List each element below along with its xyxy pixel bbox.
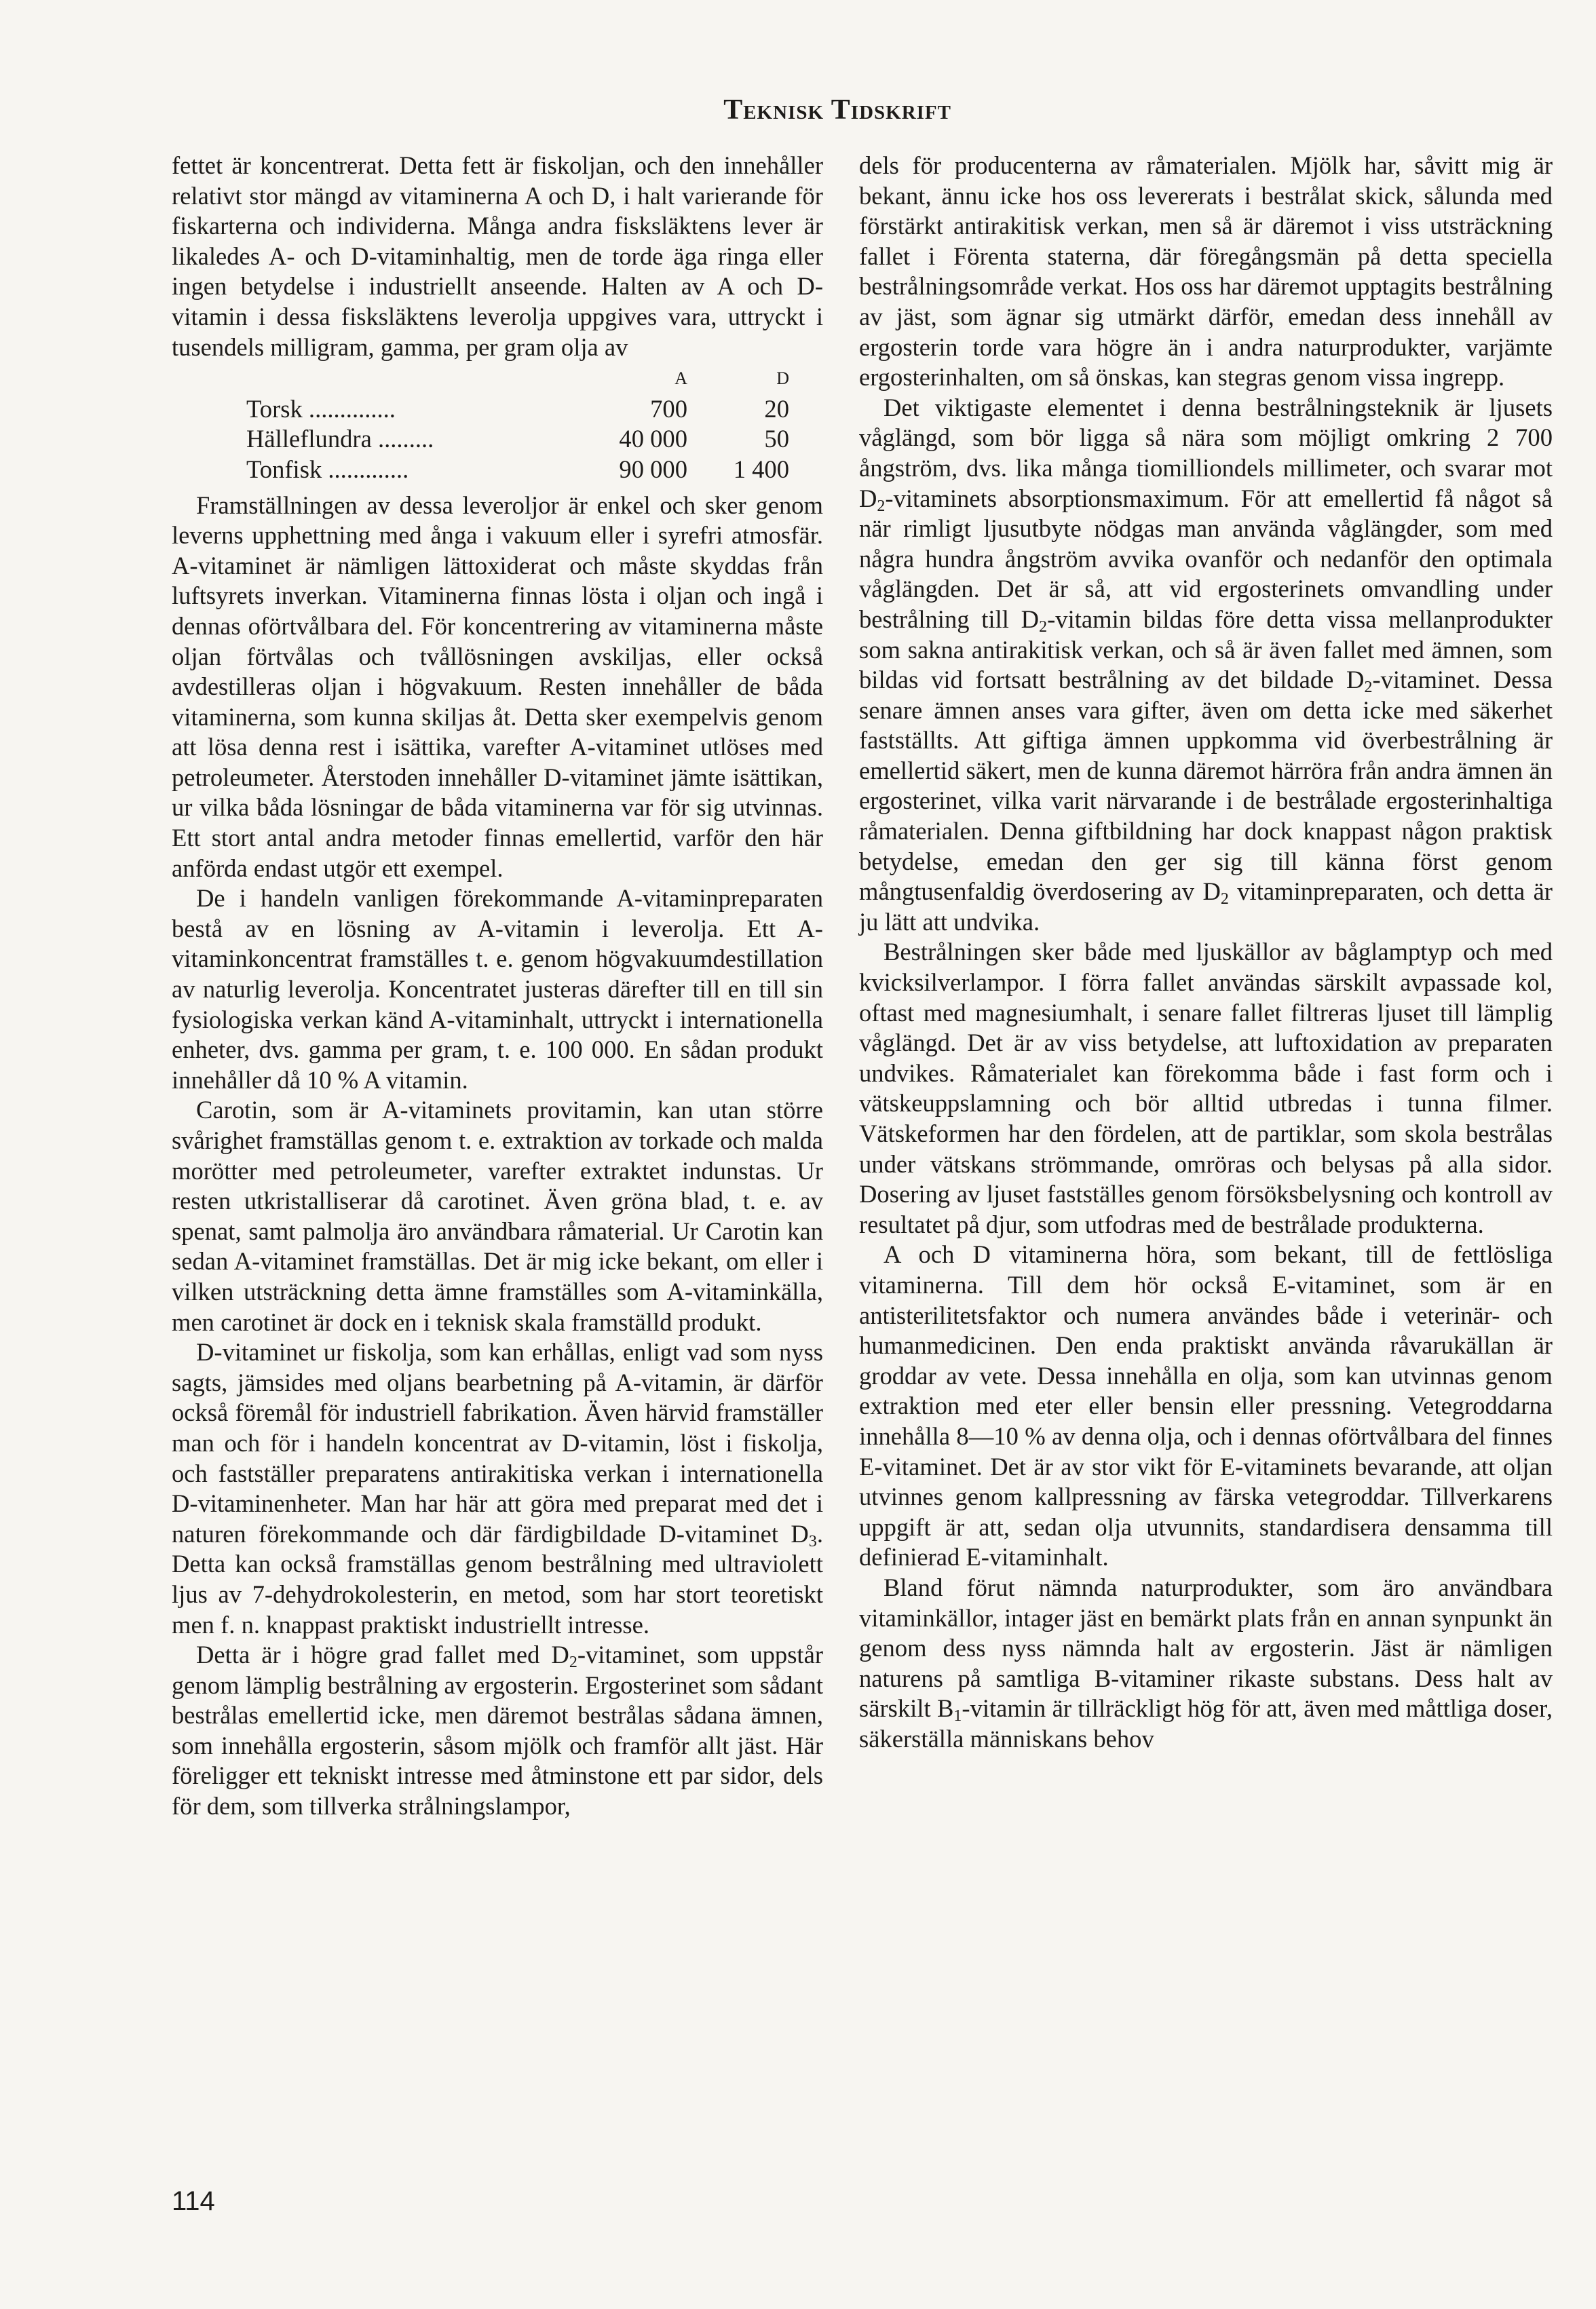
subscript: 3 [808,1532,817,1550]
table-row [246,394,789,425]
vitamin-content-table [246,364,789,484]
a-value: 90 000 [619,455,687,483]
table-row [246,424,789,455]
fish-name: Torsk .............. [246,394,396,423]
text-run: -vitamin bildas före detta vissa mellanprodukter som sakna antirakitisk verkan, och så är även fallet med ämnen, som bildas vid fortsatt bestrålning av det bildade D [859,605,1553,694]
paragraph: fettet är koncentrerat. Detta fett är fiskoljan, och den innehåller relativt stor mängd av vitaminerna A och D, i halt varierande för fiskarterna och individerna. Många andra fisksläktens lever är likaledes A- och D-vitaminhaltig, men de torde äga ringa eller ingen betydelse i industriellt anseende. Halten av A och D-vitamin i dessa fisksläktens leverolja uppgives vara, uttryckt i tusendels milligram, gamma, per gram olja av [172,151,823,361]
text-run: vitaminpreparaten, och detta är ju lätt att undvika. [859,877,1553,936]
paragraph: Framställningen av dessa leveroljor är enkel och sker genom leverns upphettning med ånga i vakuum eller i syrefri atmosfär. A-vitaminet är nämligen lättoxiderat och måste skyddas från luftsyrets inverkan. Vitaminerna finnas lösta i oljan och ingå i dennas oförtvålbara del. För koncentrering av vitaminerna måste oljan förtvålas och tvållösningen avskiljas, eller också avdestilleras oljan i högvakuum. Resten innehåller de båda vitaminerna, som kunna skiljas åt. Detta sker exempelvis genom att lösa denna rest i isättika, varefter A-vitaminet utlöses med petroleumeter. Återstoden innehåller D-vitaminet jämte isättikan, ur vilka båda lösningar de båda vitaminerna var för sig utvinnas. Ett stort antal andra metoder finnas emellertid, varför den här anförda endast utgör ett exempel. [172,491,823,882]
fish-name: Tonfisk ............. [246,455,409,483]
paragraph: Bestrålningen sker både med ljuskällor av båglamptyp och med kvicksilverlampor. I förra fallet användas särskilt avpassade kol, oftast med magnesiumhalt, i senare fallet filtreras ljuset till lämplig våglängd. Det är av viss betydelse, att luftoxidation av preparaten undvikes. Råmaterialet kan förekomma både i fast form och i vätskeuppslamning och bör alltid utbredas i tunna filmer. Vätskeformen har den fördelen, att de partiklar, som skola bestrålas under vätskans strömmande, omröras och belysas på alla sidor. Dosering av ljuset fastställes genom försöksbelysning och kontroll av resultatet på djur, som utfodras med de bestrålade produkterna. [859,938,1553,1238]
subscript: 1 [953,1707,962,1725]
paragraph [172,1640,823,1822]
page-number: 114 [172,2186,215,2216]
d-value: 20 [764,394,789,423]
text-run: Det viktigaste elementet i denna bestrålningsteknik är ljusets våglängd, som bör ligga så nära som möjligt omkring 2 700 ångström, dvs. lika många tiomilliondels millimeter, och svarar mot D [859,393,1553,512]
left-column [172,151,823,1822]
subscript: 2 [1039,617,1048,636]
subscript: 2 [569,1654,577,1672]
table-header-d: D [776,368,789,389]
paragraph: De i handeln vanligen förekommande A-vitaminpreparaten bestå av en lösning av A-vitamin i leverolja. Ett A-vitaminkoncentrat framställes t. e. genom högvakuumdestillation av naturlig leverolja. Koncentratet justeras därefter till en till sin fysiologiska verkan känd A-vitaminhalt, uttryckt i internationella enheter, dvs. gamma per gram, t. e. 100 000. En sådan produkt innehåller då 10 % A vitamin. [172,884,823,1094]
text-run: -vitaminet, som uppstår genom lämplig bestrålning av ergosterin. Ergosterinet som sådant bestrålas emellertid icke, men däremot bestrålas sådana ämnen, som innehålla ergosterin, såsom mjölk och framför allt jäst. Här föreligger ett tekniskt intresse med åtminstone ett par sidor, dels för dem, som tillverka strålningslampor, [172,1641,824,1820]
right-column [859,151,1553,1754]
fish-name: Hälleflundra ......... [246,425,434,453]
journal-header: Teknisk Tidskrift [723,94,951,126]
text-run: -vitaminet. Dessa senare ämnen anses vara gifter, även om detta icke med säkerhet fastställts. Att giftiga ämnen uppkomma vid överbestrålning är emellertid säkert, men de kunna däremot härröra från andra ämnen än ergosterinet, vilka varit närvarande i de bestrålade ergosterinhaltiga råmaterialen. Denna giftbildning har dock knappast någon praktisk betydelse, emedan den ger sig till känna först genom mångtusenfaldig överdosering av D [859,666,1553,906]
text-run: . Detta kan också framställas genom bestrålning med ultraviolett ljus av 7-dehydrokolesterin, en metod, som har stort teoretiskt men f. n. knappast praktiskt industriellt intresse. [172,1519,823,1639]
table-header-row [246,364,789,394]
table-row [246,455,789,485]
paragraph [859,1573,1553,1755]
paragraph [859,393,1553,938]
subscript: 2 [1364,679,1373,697]
d-value: 1 400 [733,455,789,483]
d-value: 50 [764,425,789,453]
subscript: 2 [1220,890,1229,909]
text-run: Detta är i högre grad fallet med D [196,1641,569,1669]
text-run: -vitaminets absorptionsmaximum. För att emellertid få något så när rimligt ljusutbyte nödgas man använda våglängder, som med några hundra ångström avvika ovanför och nedanför den optimala våglängden. Det är så, att vid ergosterinets omvandling under bestrålning till D [859,484,1553,633]
text-run: Bland förut nämnda naturprodukter, som äro användbara vitaminkällor, intager jäst en bemärkt plats från en annan synpunkt än genom dess nyss nämnda halt av ergosterin. Jäst är nämligen naturens på samtliga B-vitaminer rikaste substans. Dess halt av särskilt B [859,1573,1553,1723]
a-value: 40 000 [619,425,687,453]
table-header-a: A [674,368,687,389]
a-value: 700 [650,394,687,423]
paragraph: A och D vitaminerna höra, som bekant, till de fettlösliga vitaminerna. Till dem hör också E-vitaminet, som är en antisterilitetsfaktor och numera användes både i veterinär- och humanmedicinen. Den enda praktiskt använda råvarukällan är groddar av vete. Dessa innehålla en olja, som kan utvinnas genom extraktion med eter eller bensin eller pressning. Vetegroddarna innehålla 8—10 % av denna olja, och i dennas oförtvålbara del finnes E-vitaminet. Det är av stor vikt för E-vitaminets bevarande, att oljan utvinnes genom kallpressning av färska vetegroddar. Tillverkarens uppgift är att, sedan olja utvunnits, standardisera densamma till definierad E-vitaminhalt. [859,1240,1553,1571]
paragraph: dels för producenterna av råmaterialen. Mjölk har, såvitt mig är bekant, ännu icke hos oss levererats i bestrålat skick, sålunda med förstärkt antirakitisk verkan, men så är däremot i viss utsträckning fallet i Förenta staterna, där föregångsmän på detta speciella bestrålningsområde verkat. Hos oss har däremot upptagits bestrålning av jäst, som ägnar sig utmärkt därför, emedan dess innehåll av ergosterin torde vara högre än i andra naturprodukter, varjämte ergosterinhalten, om så önskas, kan stegras genom vissa ingrepp. [859,151,1553,392]
text-run: -vitamin är tillräckligt hög för att, även med måttliga doser, säkerställa människans behov [859,1694,1553,1753]
paragraph [172,1337,823,1640]
table-header-blank [246,364,586,394]
paragraph: Carotin, som är A-vitaminets provitamin, kan utan större svårighet framställas genom t. e. extraktion av torkade och malda morötter med petroleumeter, varefter extraktet indunstas. Ur resten utkristalliserar då carotinet. Även gröna blad, t. e. av spenat, samt palmolja äro användbara råmaterial. Ur Carotin kan sedan A-vitaminet framställas. Det är mig icke bekant, om eller i vilken utsträckning detta ämne framställes som A-vitaminkälla, men carotinet är dock en i teknisk skala framställd produkt. [172,1096,823,1336]
subscript: 2 [877,497,886,515]
text-run: D-vitaminet ur fiskolja, som kan erhållas, enligt vad som nyss sagts, jämsides med oljans bearbetning på A-vitamin, är därför också föremål för industriell fabrikation. Även härvid framställer man och för i handeln koncentrat av D-vitamin, löst i fiskolja, och fastställer preparatens antirakitiska verkan i internationella D-vitaminenheter. Man har här att göra med preparat med det i naturen förekommande och där färdigbildade D-vitaminet D [172,1338,823,1548]
